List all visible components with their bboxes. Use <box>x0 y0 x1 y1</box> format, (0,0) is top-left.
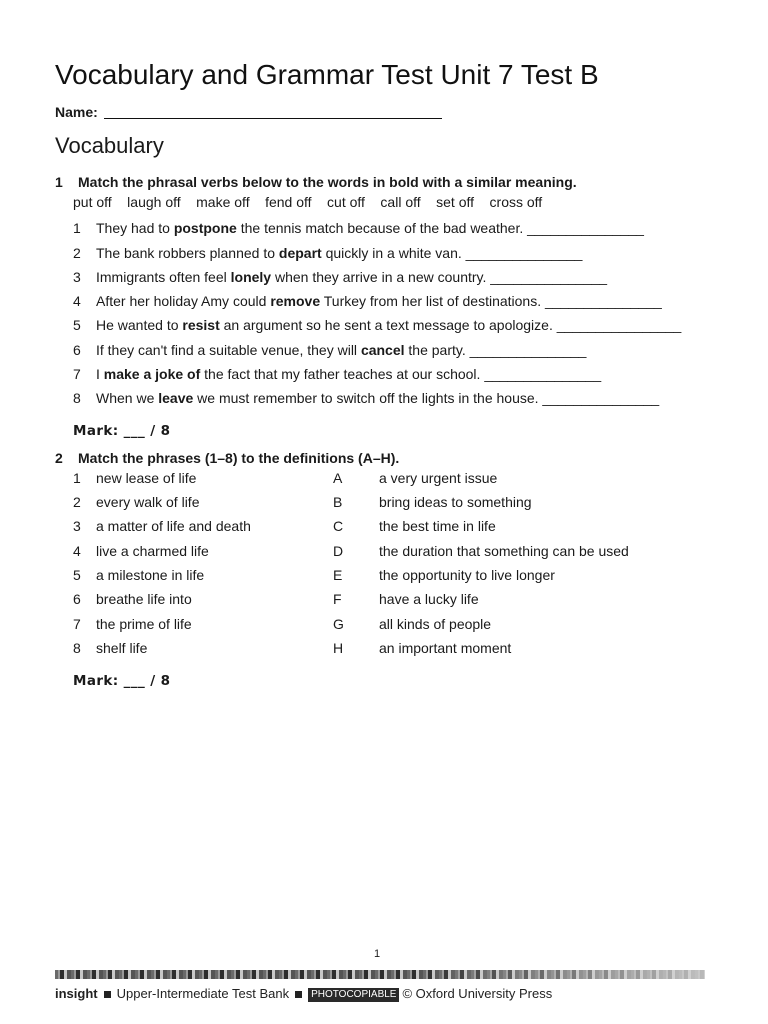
name-line <box>104 118 442 119</box>
bold-word: cancel <box>360 342 405 358</box>
page-number: 1 <box>374 948 381 960</box>
phrase-text: new lease of life <box>96 470 197 486</box>
word-bank-item: cross off <box>489 194 543 210</box>
item-number: 4 <box>73 293 81 309</box>
brand-name: insight <box>55 986 98 1001</box>
definition-letter: H <box>333 640 344 656</box>
phrase-text: a matter of life and death <box>96 518 251 534</box>
word-bank-item: set off <box>436 194 475 210</box>
sentence-text: If they can't find a suitable venue, they will <box>96 342 361 358</box>
sentence-item <box>73 365 601 383</box>
phrase-text: the prime of life <box>96 616 192 632</box>
photocopiable-badge: PHOTOCOPIABLE <box>308 988 399 1002</box>
sentence-text: quickly in a white van. _______________ <box>321 245 583 261</box>
phrase-text: every walk of life <box>96 494 200 510</box>
word-bank-item: call off <box>380 194 421 210</box>
word-bank <box>73 193 558 211</box>
word-bank-item: laugh off <box>127 194 181 210</box>
square-bullet-icon <box>104 991 111 998</box>
phrase-text: breathe life into <box>96 591 192 607</box>
sentence-item <box>73 244 582 262</box>
item-number: 8 <box>73 390 81 406</box>
bold-word: postpone <box>173 220 237 236</box>
bold-word: remove <box>270 293 321 309</box>
sentence-item <box>73 389 659 407</box>
word-bank-item: put off <box>73 194 112 210</box>
sentence-text: the tennis match because of the bad weather. _______________ <box>236 220 644 236</box>
phrase-text: a milestone in life <box>96 567 205 583</box>
definition-letter: D <box>333 543 344 559</box>
phrase-number: 3 <box>73 518 81 534</box>
phrase-text: shelf life <box>96 640 148 656</box>
mark-line: Mark: ___ / 8 <box>73 423 171 439</box>
item-number: 2 <box>73 245 81 261</box>
name-label: Name: <box>55 104 98 120</box>
sentence-item <box>73 219 644 237</box>
phrase-text: live a charmed life <box>96 543 209 559</box>
sentence-item <box>73 316 681 334</box>
sentence-text: we must remember to switch off the lights in the house. _______________ <box>193 390 660 406</box>
sentence-text: He wanted to <box>96 317 183 333</box>
definition-text: the best time in life <box>379 518 496 534</box>
phrase-number: 5 <box>73 567 81 583</box>
exercise-instruction: Match the phrases (1–8) to the definitions (A–H). <box>78 450 400 466</box>
bold-word: depart <box>278 245 322 261</box>
word-bank-item: fend off <box>265 194 312 210</box>
phrase-number: 8 <box>73 640 81 656</box>
phrase-number: 6 <box>73 591 81 607</box>
phrase-number: 4 <box>73 543 81 559</box>
exercise-instruction: Match the phrasal verbs below to the words in bold with a similar meaning. <box>78 174 577 190</box>
sentence-item <box>73 341 586 359</box>
phrase-number: 7 <box>73 616 81 632</box>
page-title: Vocabulary and Grammar Test Unit 7 Test B <box>55 59 599 90</box>
exercise-number: 1 <box>55 174 63 190</box>
test-bank-label: Upper-Intermediate Test Bank <box>116 986 290 1001</box>
item-number: 6 <box>73 342 81 358</box>
definition-text: an important moment <box>379 640 512 656</box>
definition-text: the duration that something can be used <box>379 543 629 559</box>
phrase-number: 1 <box>73 470 81 486</box>
exercise-2-heading <box>55 449 399 467</box>
definition-text: bring ideas to something <box>379 494 532 510</box>
sentence-text: After her holiday Amy could <box>96 293 271 309</box>
word-bank-item: make off <box>196 194 250 210</box>
copyright-text: © Oxford University Press <box>402 986 553 1001</box>
square-bullet-icon <box>295 991 302 998</box>
item-number: 1 <box>73 220 81 236</box>
definition-letter: C <box>333 518 344 534</box>
bold-word: resist <box>182 317 220 333</box>
definition-letter: G <box>333 616 344 632</box>
word-bank-item: cut off <box>327 194 365 210</box>
definition-text: have a lucky life <box>379 591 479 607</box>
exercise-1-heading <box>55 173 577 191</box>
bold-word: lonely <box>230 269 272 285</box>
section-heading: Vocabulary <box>55 133 164 158</box>
mark-line: Mark: ___ / 8 <box>73 673 171 689</box>
sentence-text: They had to <box>96 220 174 236</box>
definition-text: a very urgent issue <box>379 470 498 486</box>
sentence-text: Turkey from her list of destinations. _______________ <box>320 293 662 309</box>
definition-letter: E <box>333 567 343 583</box>
sentence-item <box>73 292 662 310</box>
definition-text: all kinds of people <box>379 616 492 632</box>
sentence-text: Immigrants often feel <box>96 269 231 285</box>
sentence-text: the fact that my father teaches at our school. _______________ <box>200 366 602 382</box>
sentence-text: When we <box>96 390 159 406</box>
sentence-text: the party. _______________ <box>404 342 587 358</box>
item-number: 3 <box>73 269 81 285</box>
footer <box>55 986 552 1002</box>
sentence-text: an argument so he sent a text message to apologize. ________________ <box>219 317 682 333</box>
sentence-text: when they arrive in a new country. _______________ <box>271 269 608 285</box>
sentence-text: I <box>96 366 104 382</box>
exercise-number: 2 <box>55 450 63 466</box>
item-number: 5 <box>73 317 81 333</box>
sentence-text: The bank robbers planned to <box>96 245 279 261</box>
footer-band-fade <box>420 970 705 979</box>
bold-word: leave <box>158 390 194 406</box>
sentence-item <box>73 268 607 286</box>
definition-text: the opportunity to live longer <box>379 567 555 583</box>
item-number: 7 <box>73 366 81 382</box>
bold-word: make a joke of <box>103 366 201 382</box>
definition-letter: F <box>333 591 342 607</box>
phrase-number: 2 <box>73 494 81 510</box>
definition-letter: B <box>333 494 343 510</box>
definition-letter: A <box>333 470 343 486</box>
